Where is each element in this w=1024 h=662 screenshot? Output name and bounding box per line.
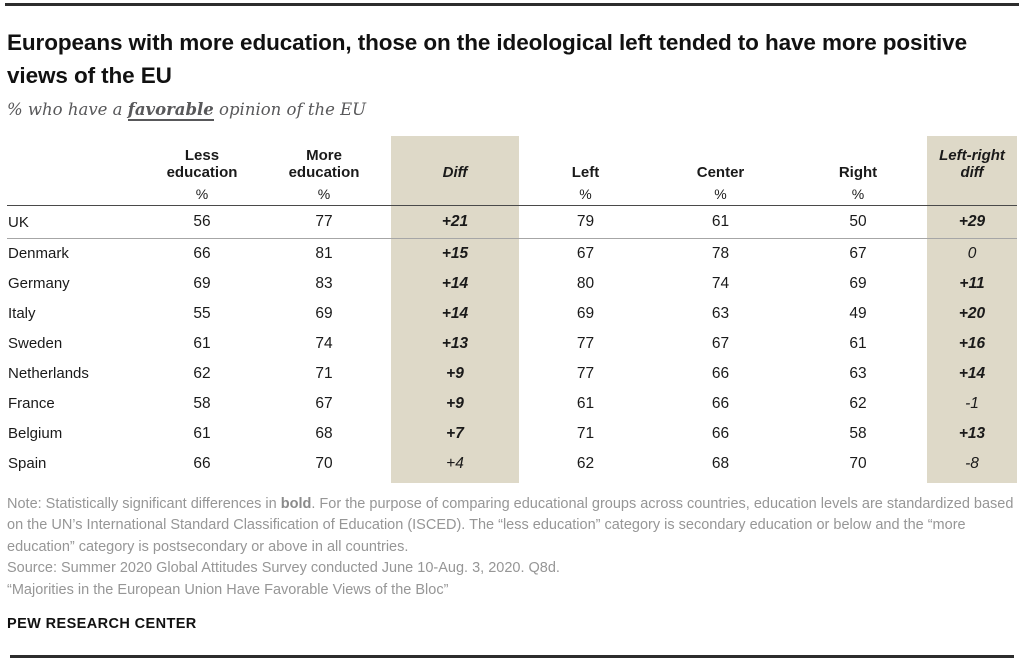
col-header-label: More education bbox=[288, 146, 360, 181]
value-cell-left_right_diff: +13 bbox=[927, 419, 1017, 449]
country-cell: Netherlands bbox=[8, 365, 89, 382]
table-body bbox=[7, 206, 1017, 483]
subtitle bbox=[7, 100, 1017, 119]
note-text bbox=[7, 494, 1015, 559]
value-cell-left_right_diff: +14 bbox=[927, 359, 1017, 389]
value-cell-left: 77 bbox=[576, 334, 595, 352]
table-row bbox=[7, 449, 1017, 479]
value-cell-left: 79 bbox=[519, 206, 652, 239]
table-row bbox=[7, 419, 1017, 449]
unit-cell: % bbox=[147, 184, 257, 206]
value-cell-left_right_diff: -1 bbox=[927, 389, 1017, 419]
value-cell-left: 80 bbox=[576, 274, 595, 292]
value-cell-diff: +21 bbox=[391, 206, 519, 239]
value-cell-more_education: 74 bbox=[315, 334, 333, 352]
spacer-cell bbox=[7, 479, 147, 483]
value-cell-left: 77 bbox=[576, 364, 595, 382]
page-title: Europeans with more education, those on the ideological left tended to have more positive views of the EU bbox=[7, 30, 967, 88]
unit-cell: % bbox=[652, 184, 789, 206]
col-header-left bbox=[519, 136, 652, 184]
col-header-right bbox=[789, 136, 927, 184]
value-cell-less_education: 58 bbox=[193, 394, 211, 412]
value-cell-center: 66 bbox=[711, 394, 730, 412]
value-cell-right: 61 bbox=[849, 334, 867, 352]
table-row bbox=[7, 239, 1017, 269]
value-cell-more_education: 69 bbox=[315, 304, 333, 322]
spacer-cell bbox=[789, 479, 927, 483]
value-cell-less_education: 61 bbox=[193, 334, 211, 352]
subtitle-emphasis: favorable bbox=[127, 100, 214, 119]
value-cell-diff: +4 bbox=[391, 449, 519, 479]
value-cell-center: 63 bbox=[711, 304, 730, 322]
note-prefix: Note: Statistically significant differences in bbox=[7, 495, 281, 512]
value-cell-center: 66 bbox=[711, 364, 730, 382]
value-cell-diff: +9 bbox=[391, 359, 519, 389]
country-cell: UK bbox=[7, 206, 147, 239]
col-header-label: Left bbox=[571, 163, 600, 181]
subtitle-prefix: % who have a bbox=[7, 100, 128, 119]
value-cell-more_education: 68 bbox=[315, 424, 333, 442]
value-cell-more_education: 70 bbox=[315, 454, 333, 472]
value-cell-left_right_diff: +11 bbox=[927, 269, 1017, 299]
value-cell-right: 69 bbox=[849, 274, 867, 292]
spacer-cell bbox=[147, 479, 257, 483]
unit-cell: % bbox=[789, 184, 927, 206]
subtitle-suffix: opinion of the EU bbox=[213, 100, 367, 119]
value-cell-left: 71 bbox=[576, 424, 595, 442]
table-row bbox=[7, 299, 1017, 329]
header-label-row bbox=[7, 136, 1017, 184]
value-cell-diff: +7 bbox=[391, 419, 519, 449]
unit-cell-empty bbox=[391, 184, 519, 206]
value-cell-more_education: 81 bbox=[315, 244, 333, 262]
col-header-label: Diff bbox=[442, 163, 468, 181]
table-row bbox=[7, 359, 1017, 389]
table-row bbox=[7, 329, 1017, 359]
table-row bbox=[7, 389, 1017, 419]
value-cell-center: 67 bbox=[711, 334, 730, 352]
value-cell-less_education: 61 bbox=[193, 424, 211, 442]
value-cell-diff: +14 bbox=[391, 269, 519, 299]
value-cell-right: 50 bbox=[789, 206, 927, 239]
value-cell-less_education: 62 bbox=[193, 364, 211, 382]
col-header-label: Less education bbox=[166, 146, 238, 181]
value-cell-diff: +13 bbox=[391, 329, 519, 359]
value-cell-left_right_diff: -8 bbox=[927, 449, 1017, 479]
value-cell-more_education: 83 bbox=[315, 274, 333, 292]
unit-cell-empty bbox=[927, 184, 1017, 206]
country-cell: Denmark bbox=[8, 245, 69, 263]
spacer-cell bbox=[257, 479, 391, 483]
value-cell-right: 58 bbox=[849, 424, 867, 442]
table-row bbox=[7, 269, 1017, 299]
unit-cell: % bbox=[257, 184, 391, 206]
table-header bbox=[7, 136, 1017, 206]
col-header-left-right-diff bbox=[927, 136, 1017, 184]
col-header-less-education bbox=[147, 136, 257, 184]
value-cell-more_education: 71 bbox=[315, 364, 333, 382]
notes-block bbox=[7, 494, 1015, 602]
spacer-cell bbox=[927, 479, 1017, 483]
value-cell-center: 78 bbox=[711, 244, 730, 262]
value-cell-less_education: 56 bbox=[147, 206, 257, 239]
unit-cell: % bbox=[519, 184, 652, 206]
report-content bbox=[0, 26, 1024, 632]
country-cell: Germany bbox=[8, 275, 70, 292]
value-cell-left_right_diff: +16 bbox=[927, 329, 1017, 359]
country-column-header bbox=[7, 136, 147, 184]
value-cell-more_education: 77 bbox=[257, 206, 391, 239]
value-cell-right: 62 bbox=[849, 394, 867, 412]
value-cell-center: 66 bbox=[711, 424, 730, 442]
col-header-label: Center bbox=[696, 163, 745, 181]
col-header-center bbox=[652, 136, 789, 184]
value-cell-right: 70 bbox=[849, 454, 867, 472]
country-cell: Spain bbox=[8, 455, 47, 472]
table-spacer-row bbox=[7, 479, 1017, 483]
value-cell-left: 67 bbox=[576, 244, 595, 262]
value-cell-left: 61 bbox=[576, 394, 595, 412]
value-cell-less_education: 69 bbox=[193, 274, 211, 292]
note-bold-word: bold bbox=[280, 495, 312, 512]
unit-cell-empty bbox=[7, 184, 147, 206]
bottom-rule bbox=[10, 655, 1014, 658]
report-title-line: “Majorities in the European Union Have Favorable Views of the Bloc” bbox=[7, 581, 449, 598]
value-cell-diff: +9 bbox=[391, 389, 519, 419]
source-line: Source: Summer 2020 Global Attitudes Survey conducted June 10-Aug. 3, 2020. Q8d. bbox=[7, 560, 560, 576]
value-cell-left: 69 bbox=[576, 304, 595, 322]
col-header-more-education bbox=[257, 136, 391, 184]
header-unit-row bbox=[7, 184, 1017, 206]
value-cell-center: 68 bbox=[711, 454, 730, 472]
favorability-table bbox=[7, 136, 1017, 483]
value-cell-less_education: 66 bbox=[193, 454, 211, 472]
value-cell-diff: +14 bbox=[391, 299, 519, 329]
value-cell-right: 63 bbox=[849, 364, 867, 382]
value-cell-left_right_diff: +20 bbox=[927, 299, 1017, 329]
value-cell-right: 49 bbox=[849, 304, 867, 322]
col-header-label: Left-right diff bbox=[939, 146, 1005, 181]
value-cell-center: 61 bbox=[652, 206, 789, 239]
note-suffix: . For the purpose of comparing educational groups across countries, education levels are standardized based on the UN’s International Standard Classification of Education (ISCED). The “less education” category is secondary education or below and the “more education” category is postsecondary or above in all countries. bbox=[7, 495, 1014, 555]
top-rule bbox=[5, 3, 1019, 6]
country-cell: Sweden bbox=[8, 335, 63, 352]
country-cell: Belgium bbox=[8, 425, 63, 442]
spacer-cell bbox=[519, 479, 652, 483]
value-cell-right: 67 bbox=[849, 244, 867, 262]
value-cell-diff: +15 bbox=[391, 239, 519, 269]
col-header-diff bbox=[391, 136, 519, 184]
value-cell-more_education: 67 bbox=[315, 394, 333, 412]
value-cell-left_right_diff: +29 bbox=[927, 206, 1017, 239]
value-cell-left: 62 bbox=[576, 454, 595, 472]
spacer-cell bbox=[391, 479, 519, 483]
value-cell-left_right_diff: 0 bbox=[927, 239, 1017, 269]
value-cell-less_education: 55 bbox=[193, 304, 211, 322]
table-row bbox=[7, 206, 1017, 239]
value-cell-center: 74 bbox=[711, 274, 730, 292]
pew-research-center-logo: PEW RESEARCH CENTER bbox=[7, 616, 197, 632]
col-header-label: Right bbox=[838, 163, 878, 181]
country-cell: France bbox=[8, 395, 55, 412]
country-cell: Italy bbox=[8, 305, 36, 322]
value-cell-less_education: 66 bbox=[193, 244, 211, 262]
spacer-cell bbox=[652, 479, 789, 483]
